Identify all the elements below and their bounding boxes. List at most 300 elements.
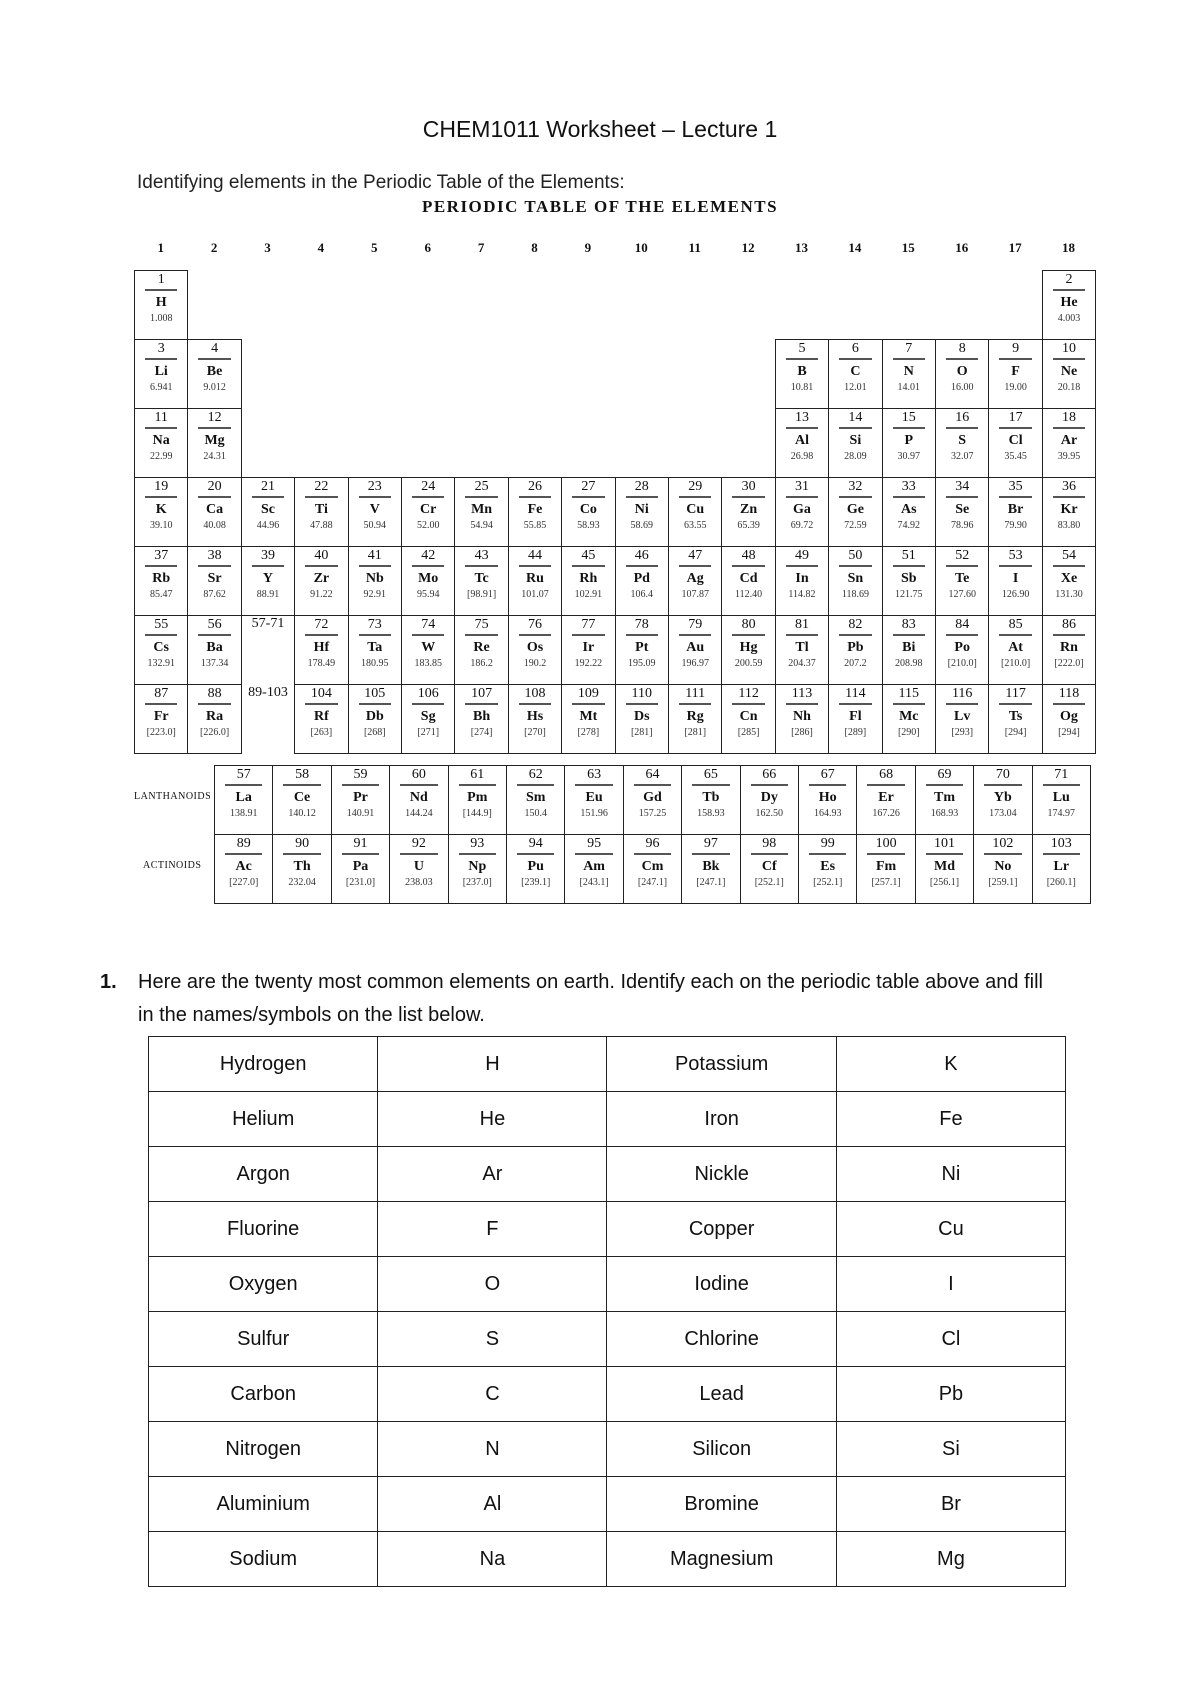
atomic-number: 84 — [955, 617, 970, 632]
element-name-mark — [893, 565, 925, 567]
element-name-mark — [145, 565, 177, 567]
atomic-mass: [260.1] — [1046, 877, 1076, 888]
element-name-mark — [786, 634, 818, 636]
atomic-number: 2 — [1065, 272, 1073, 287]
element-symbol: H — [155, 295, 167, 310]
element-name-mark — [572, 703, 604, 705]
atomic-number: 22 — [314, 479, 329, 494]
element-name-mark — [145, 289, 177, 291]
element-name-mark — [786, 703, 818, 705]
element-name-mark — [839, 496, 871, 498]
element-symbol: Ga — [793, 502, 811, 517]
group-number: 5 — [371, 240, 378, 255]
element-cell — [882, 408, 936, 478]
element-cell — [721, 546, 775, 616]
atomic-number: 35 — [1008, 479, 1023, 494]
atomic-number: 10 — [1061, 341, 1076, 356]
atomic-mass: 74.92 — [897, 520, 921, 531]
element-name-cell: Copper — [607, 1202, 836, 1257]
atomic-mass: [98.91] — [467, 589, 497, 600]
element-symbol: Bi — [902, 640, 916, 655]
element-cell — [272, 765, 331, 835]
atomic-mass: 9.012 — [203, 382, 226, 393]
element-cell — [828, 408, 882, 478]
atomic-number: 38 — [207, 548, 222, 563]
group-number: 15 — [901, 240, 915, 255]
element-cell — [187, 615, 241, 685]
element-name-mark — [946, 496, 978, 498]
element-name-cell: Iron — [607, 1092, 836, 1147]
atomic-mass: 92.91 — [363, 589, 387, 600]
element-cell — [740, 834, 799, 904]
element-symbol: Th — [293, 859, 311, 874]
element-cell — [668, 684, 722, 754]
atomic-number: 56 — [207, 617, 222, 632]
atomic-number: 81 — [794, 617, 809, 632]
atomic-mass: 173.04 — [989, 808, 1017, 819]
atomic-number: 40 — [314, 548, 329, 563]
element-name-mark — [839, 703, 871, 705]
element-cell — [935, 615, 989, 685]
group-number: 8 — [531, 240, 538, 255]
atomic-mass: 121.75 — [895, 589, 923, 600]
group-number: 14 — [848, 240, 862, 255]
element-name-mark — [626, 703, 658, 705]
element-symbol: Np — [468, 859, 487, 874]
element-cell — [915, 765, 974, 835]
atomic-mass: [227.0] — [229, 877, 259, 888]
element-name-mark — [839, 565, 871, 567]
element-name-mark — [926, 784, 963, 786]
atomic-number: 68 — [879, 767, 894, 782]
element-name-mark — [893, 496, 925, 498]
element-cell — [508, 477, 562, 547]
element-cell — [348, 546, 402, 616]
atomic-mass: 114.82 — [788, 589, 816, 600]
element-name-mark — [252, 565, 284, 567]
atomic-number: 51 — [901, 548, 916, 563]
element-symbol: Mc — [899, 709, 919, 724]
atomic-mass: [252.1] — [813, 877, 843, 888]
element-cell — [331, 834, 390, 904]
element-symbol: Ds — [634, 709, 650, 724]
atomic-number: 106 — [417, 686, 439, 701]
atomic-mass: 106.4 — [630, 589, 654, 600]
element-name-mark — [459, 853, 496, 855]
element-symbol: Og — [1060, 709, 1078, 724]
element-symbol: Si — [849, 433, 862, 448]
atomic-number: 73 — [367, 617, 382, 632]
element-cell — [882, 339, 936, 409]
element-symbol: Es — [820, 859, 836, 874]
atomic-mass: 10.81 — [790, 382, 814, 393]
element-name-mark — [575, 853, 612, 855]
atomic-number: 69 — [937, 767, 952, 782]
element-name-mark — [751, 853, 788, 855]
atomic-number: 42 — [421, 548, 436, 563]
element-cell — [828, 546, 882, 616]
element-name-mark — [839, 634, 871, 636]
atomic-mass: 69.72 — [790, 520, 814, 531]
element-symbol: Cr — [420, 502, 437, 517]
element-symbol: In — [795, 571, 809, 586]
table-row — [149, 1422, 1066, 1477]
element-name-cell: Aluminium — [149, 1477, 378, 1532]
element-cell — [988, 477, 1042, 547]
element-symbol: Sb — [901, 571, 917, 586]
atomic-number: 58 — [295, 767, 310, 782]
element-name-mark — [305, 634, 337, 636]
atomic-number: 113 — [791, 686, 813, 701]
element-cell — [134, 615, 188, 685]
element-symbol-cell: Ar — [378, 1147, 607, 1202]
table-row — [149, 1037, 1066, 1092]
element-symbol: Ag — [686, 571, 704, 586]
element-symbol: Al — [794, 433, 809, 448]
atomic-number: 23 — [367, 479, 382, 494]
element-symbol: Pa — [352, 859, 369, 874]
element-cell — [454, 615, 508, 685]
element-symbol: Mo — [418, 571, 439, 586]
element-name-mark — [946, 565, 978, 567]
element-symbol: Cl — [1008, 433, 1023, 448]
atomic-number: 19 — [154, 479, 169, 494]
group-number: 12 — [741, 240, 755, 255]
atomic-number: 7 — [905, 341, 913, 356]
group-number: 11 — [688, 240, 701, 255]
element-name-mark — [984, 853, 1021, 855]
element-cell — [935, 477, 989, 547]
element-symbol-cell: Fe — [836, 1092, 1065, 1147]
element-symbol: Ts — [1008, 709, 1023, 724]
atomic-mass: [239.1] — [521, 877, 551, 888]
atomic-mass: 12.01 — [844, 382, 867, 393]
atomic-number: 24 — [421, 479, 436, 494]
element-symbol: Mg — [204, 433, 225, 448]
element-symbol: La — [235, 790, 252, 805]
atomic-number: 104 — [310, 686, 332, 701]
atomic-mass: [210.0] — [1001, 658, 1031, 669]
element-symbol: Rb — [152, 571, 171, 586]
atomic-number: 57 — [236, 767, 251, 782]
element-cell — [134, 546, 188, 616]
atomic-mass: [256.1] — [929, 877, 960, 888]
element-name-mark — [926, 853, 963, 855]
element-name-mark — [1043, 784, 1080, 786]
atomic-mass: [243.1] — [579, 877, 609, 888]
element-symbol: Lr — [1053, 859, 1070, 874]
element-name-cell: Chlorine — [607, 1312, 836, 1367]
periodic-table-title: PERIODIC TABLE OF THE ELEMENTS — [421, 197, 779, 216]
element-symbol: S — [958, 433, 967, 448]
element-symbol: C — [850, 364, 861, 379]
element-symbol: Ru — [526, 571, 544, 586]
element-name-mark — [1053, 358, 1085, 360]
group-number: 10 — [634, 240, 648, 255]
atomic-number: 114 — [845, 686, 866, 701]
atomic-number: 92 — [411, 836, 426, 851]
atomic-number: 57-71 — [251, 616, 285, 631]
atomic-mass: 126.90 — [1001, 589, 1030, 600]
element-symbol: Hg — [739, 640, 758, 655]
element-name-mark — [359, 496, 391, 498]
element-name-mark — [984, 784, 1021, 786]
element-symbol: Eu — [585, 790, 603, 805]
atomic-number: 60 — [411, 767, 426, 782]
atomic-mass: 190.2 — [523, 658, 547, 669]
element-cell — [973, 834, 1032, 904]
atomic-mass: 6.941 — [149, 382, 173, 393]
atomic-number: 11 — [154, 410, 168, 425]
atomic-mass: 107.87 — [681, 589, 709, 600]
atomic-mass: 138.91 — [229, 808, 258, 819]
element-name-mark — [867, 853, 904, 855]
element-symbol: Hf — [313, 640, 330, 655]
atomic-number: 16 — [955, 410, 970, 425]
atomic-number: 52 — [955, 548, 970, 563]
element-cell — [1042, 546, 1096, 616]
element-name-mark — [1043, 853, 1080, 855]
atomic-mass: 95.94 — [416, 589, 440, 600]
element-name-cell: Sodium — [149, 1532, 378, 1587]
atomic-number: 102 — [992, 836, 1014, 851]
atomic-number: 72 — [314, 617, 329, 632]
element-symbol-cell: Si — [836, 1422, 1065, 1477]
atomic-number: 53 — [1008, 548, 1023, 563]
atomic-mass: 137.34 — [200, 658, 229, 669]
atomic-mass: 158.93 — [697, 808, 725, 819]
element-symbol: At — [1008, 640, 1023, 655]
element-symbol: U — [413, 859, 424, 874]
group-number: 13 — [795, 240, 808, 255]
element-cell — [1032, 765, 1091, 835]
atomic-mass: [257.1] — [871, 877, 901, 888]
element-cell — [187, 339, 241, 409]
atomic-number: 110 — [631, 686, 653, 701]
element-cell — [564, 834, 623, 904]
atomic-mass: 47.88 — [310, 520, 333, 531]
element-symbol: Rn — [1060, 640, 1078, 655]
element-cell — [935, 408, 989, 478]
atomic-mass: 14.01 — [897, 382, 921, 393]
atomic-number: 74 — [421, 617, 436, 632]
element-name-mark — [1053, 565, 1085, 567]
atomic-mass: 79.90 — [1004, 520, 1027, 531]
element-symbol: Ac — [235, 859, 252, 874]
element-symbol: Pt — [635, 640, 649, 655]
element-symbol: F — [1011, 364, 1020, 379]
element-symbol-cell: He — [378, 1092, 607, 1147]
atomic-mass: 174.97 — [1047, 808, 1076, 819]
element-name-mark — [145, 427, 177, 429]
atomic-mass: 39.95 — [1057, 451, 1081, 462]
element-cell — [187, 408, 241, 478]
element-name-mark — [359, 703, 391, 705]
atomic-mass: [231.0] — [345, 877, 376, 888]
atomic-number: 64 — [645, 767, 660, 782]
atomic-number: 62 — [528, 767, 543, 782]
atomic-mass: 54.94 — [470, 520, 493, 531]
element-cell — [775, 477, 829, 547]
table-row — [149, 1532, 1066, 1587]
element-name-mark — [692, 784, 729, 786]
element-name-mark — [572, 634, 604, 636]
atomic-number: 90 — [295, 836, 310, 851]
element-symbol: Sm — [525, 790, 546, 805]
element-name-mark — [867, 784, 904, 786]
element-symbol: Pm — [467, 790, 488, 805]
element-symbol: Sc — [260, 502, 275, 517]
atomic-mass: 238.03 — [405, 877, 433, 888]
atomic-number: 21 — [260, 479, 275, 494]
atomic-number: 70 — [995, 767, 1010, 782]
atomic-mass: [237.0] — [462, 877, 492, 888]
atomic-mass: 150.4 — [524, 808, 547, 819]
element-cell — [668, 546, 722, 616]
element-name-mark — [626, 565, 658, 567]
element-symbol: Na — [152, 433, 170, 448]
element-cell — [988, 615, 1042, 685]
element-name-mark — [359, 634, 391, 636]
question-text: Here are the twenty most common elements on earth. Identify each on the periodic table above and fill in the names/symbols on the list below. — [138, 971, 1043, 1026]
element-symbol: Pb — [847, 640, 864, 655]
element-cell — [828, 477, 882, 547]
element-symbol: Ca — [206, 502, 224, 517]
atomic-number: 27 — [581, 479, 596, 494]
atomic-number: 37 — [154, 548, 169, 563]
atomic-mass: 232.04 — [288, 877, 316, 888]
element-name-cell: Sulfur — [149, 1312, 378, 1367]
element-symbol: Fm — [875, 859, 897, 874]
element-cell — [623, 834, 682, 904]
element-name-mark — [732, 496, 764, 498]
atomic-number: 55 — [154, 617, 169, 632]
element-name-mark — [893, 427, 925, 429]
atomic-number: 5 — [798, 341, 806, 356]
atomic-mass: 58.93 — [577, 520, 600, 531]
element-name-mark — [999, 427, 1031, 429]
element-cell — [389, 765, 448, 835]
element-name-cell: Magnesium — [607, 1532, 836, 1587]
atomic-number: 14 — [848, 410, 863, 425]
atomic-number: 50 — [848, 548, 863, 563]
element-symbol: Po — [954, 640, 970, 655]
element-name-mark — [572, 496, 604, 498]
element-symbol: Sr — [207, 571, 222, 586]
element-name-mark — [305, 565, 337, 567]
atomic-number: 79 — [688, 617, 703, 632]
atomic-mass: 180.95 — [361, 658, 389, 669]
group-number: 17 — [1008, 240, 1022, 255]
atomic-mass: 20.18 — [1057, 382, 1081, 393]
element-name-mark — [519, 703, 551, 705]
element-symbol: N — [903, 364, 914, 379]
element-symbol: As — [901, 502, 917, 517]
atomic-mass: 132.91 — [147, 658, 175, 669]
atomic-number: 101 — [933, 836, 955, 851]
atomic-mass: 101.07 — [521, 589, 549, 600]
element-symbol-cell: Mg — [836, 1532, 1065, 1587]
element-symbol: Md — [933, 859, 955, 874]
atomic-number: 13 — [794, 410, 809, 425]
element-name-mark — [412, 634, 444, 636]
element-cell — [882, 615, 936, 685]
element-name-cell: Bromine — [607, 1477, 836, 1532]
element-name-mark — [679, 703, 711, 705]
element-symbol: Cm — [641, 859, 664, 874]
table-row — [149, 1367, 1066, 1422]
element-symbol: Ce — [293, 790, 311, 805]
element-symbol-cell: Cl — [836, 1312, 1065, 1367]
lanthanoids-label: LANTHANOIDS — [134, 791, 212, 802]
element-name-mark — [252, 496, 284, 498]
element-symbol: Bh — [473, 709, 491, 724]
atomic-number: 39 — [260, 548, 275, 563]
element-symbol: Os — [526, 640, 544, 655]
atomic-number: 48 — [741, 548, 756, 563]
element-name-mark — [626, 634, 658, 636]
element-name-mark — [946, 703, 978, 705]
atomic-mass: [294] — [1058, 727, 1080, 738]
atomic-mass: 208.98 — [895, 658, 923, 669]
intro-text: Identifying elements in the Periodic Table of the Elements: — [137, 172, 625, 193]
element-symbol: Ge — [846, 502, 864, 517]
element-cell — [187, 477, 241, 547]
atomic-mass: 140.91 — [346, 808, 375, 819]
atomic-mass: 30.97 — [897, 451, 921, 462]
element-cell — [134, 684, 188, 754]
element-cell — [134, 477, 188, 547]
element-cell — [798, 765, 857, 835]
element-symbol: Am — [583, 859, 605, 874]
element-cell — [272, 834, 331, 904]
element-name-cell: Nitrogen — [149, 1422, 378, 1477]
element-symbol: B — [797, 364, 807, 379]
atomic-mass: [274] — [470, 727, 493, 738]
atomic-mass: 55.85 — [523, 520, 547, 531]
element-cell — [988, 546, 1042, 616]
element-cell — [681, 834, 740, 904]
atomic-mass: 140.12 — [288, 808, 316, 819]
element-symbol: Yb — [993, 790, 1012, 805]
element-cell — [882, 684, 936, 754]
element-symbol-cell: K — [836, 1037, 1065, 1092]
element-cell — [1032, 834, 1091, 904]
atomic-number: 100 — [875, 836, 897, 851]
element-cell — [740, 765, 799, 835]
atomic-mass: 28.09 — [844, 451, 867, 462]
element-symbol: Db — [365, 709, 384, 724]
element-cell — [294, 684, 348, 754]
atomic-number: 87 — [154, 686, 169, 701]
element-cell — [241, 477, 295, 547]
atomic-number: 118 — [1058, 686, 1080, 701]
element-cell — [508, 615, 562, 685]
element-symbol-cell: Pb — [836, 1367, 1065, 1422]
element-symbol: Kr — [1060, 502, 1078, 517]
element-name-mark — [400, 853, 437, 855]
atomic-mass: 44.96 — [256, 520, 280, 531]
element-symbol: Sn — [847, 571, 864, 586]
atomic-mass: [289] — [844, 727, 867, 738]
element-name-mark — [145, 634, 177, 636]
element-symbol: W — [421, 640, 436, 655]
atomic-mass: 35.45 — [1004, 451, 1027, 462]
element-name-mark — [732, 565, 764, 567]
element-cell — [615, 615, 669, 685]
atomic-mass: 168.93 — [930, 808, 959, 819]
element-symbol-cell: Ni — [836, 1147, 1065, 1202]
